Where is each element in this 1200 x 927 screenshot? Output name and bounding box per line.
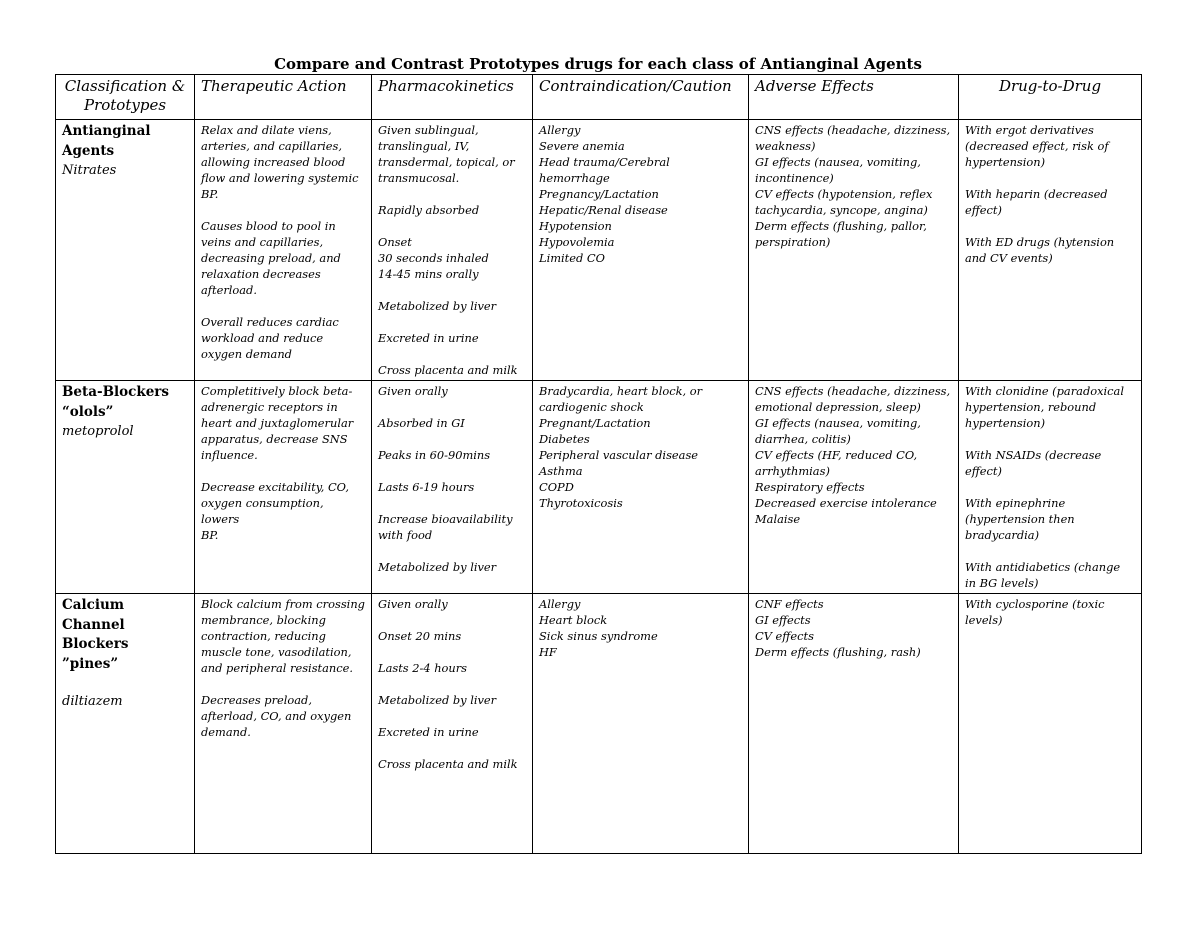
cell-text-line: HF (539, 645, 557, 659)
cell-text-line: Increase bioavailability (378, 512, 513, 526)
cell-text-line: 14-45 mins orally (378, 267, 479, 281)
cell-text-line: contraction, reducing (201, 629, 326, 643)
cell-text-line: With antidiabetics (change (965, 560, 1121, 574)
adverse-effects-cell (749, 594, 959, 854)
cell-text-line: decreasing preload, and (201, 251, 341, 265)
cell-text-line: Overall reduces cardiac (201, 315, 339, 329)
cell-text-line: Block calcium from crossing (201, 597, 365, 611)
cell-text-line: influence. (201, 448, 258, 462)
cell-text-line: relaxation decreases (201, 267, 321, 281)
cell-text-line: 30 seconds inhaled (378, 251, 489, 265)
cell-text-line: Decreases preload, (201, 693, 312, 707)
class-name-line: Channel (62, 616, 125, 633)
header-drug-to-drug: Drug-to-Drug (959, 75, 1142, 120)
cell-text-line: With epinephrine (965, 496, 1066, 510)
drug-to-drug-cell (959, 381, 1142, 594)
cell-text-line: Asthma (539, 464, 583, 478)
cell-text-line: With cyclosporine (toxic (965, 597, 1105, 611)
cell-text-line: Given orally (378, 597, 448, 611)
header-row (56, 75, 1142, 120)
pharmacokinetics-cell (372, 381, 533, 594)
cell-text-line: levels) (965, 613, 1003, 627)
cell-text-line: Peripheral vascular disease (539, 448, 699, 462)
cell-text-line: CV effects (hypotension, reflex (755, 187, 933, 201)
contraindication-cell (533, 120, 749, 381)
cell-text-line: apparatus, decrease SNS (201, 432, 348, 446)
cell-text-line: Malaise (755, 512, 801, 526)
cell-text-line: With ergot derivatives (965, 123, 1094, 137)
cell-text-line: oxygen demand (201, 347, 292, 361)
table-row (56, 381, 1142, 594)
contraindication-cell (533, 381, 749, 594)
cell-text-line: Allergy (539, 597, 581, 611)
cell-text-line: and CV events) (965, 251, 1053, 265)
cell-text-line: Head trauma/Cerebral (539, 155, 670, 169)
cell-text-line: Given orally (378, 384, 448, 398)
cell-text-line: Diabetes (539, 432, 590, 446)
drug-to-drug-cell (959, 594, 1142, 854)
header-contraindication: Contraindication/Caution (533, 75, 749, 120)
cell-text-line: Sick sinus syndrome (539, 629, 658, 643)
cell-text-line: (hypertension then (965, 512, 1075, 526)
table-row (56, 594, 1142, 854)
cell-text-line: Absorbed in GI (378, 416, 465, 430)
cell-text-line: arrhythmias) (755, 464, 830, 478)
header-adverse-effects: Adverse Effects (749, 75, 959, 120)
cell-text-line: CV effects (HF, reduced CO, (755, 448, 918, 462)
cell-text-line: Decrease excitability, CO, (201, 480, 349, 494)
cell-text-line: Lasts 6-19 hours (378, 480, 475, 494)
header-pharmacokinetics: Pharmacokinetics (372, 75, 533, 120)
cell-text-line: GI effects (nausea, vomiting, (755, 155, 921, 169)
cell-text-line: CV effects (755, 629, 814, 643)
cell-text-line: muscle tone, vasodilation, (201, 645, 352, 659)
cell-text-line: GI effects (nausea, vomiting, (755, 416, 921, 430)
cell-text-line: arteries, and capillaries, (201, 139, 342, 153)
cell-text-line: effect) (965, 464, 1002, 478)
cell-text-line: Limited CO (539, 251, 605, 265)
cell-text-line: Excreted in urine (378, 725, 479, 739)
cell-text-line: Peaks in 60-90mins (378, 448, 491, 462)
cell-text-line: transmucosal. (378, 171, 460, 185)
cell-text-line: hemorrhage (539, 171, 610, 185)
cell-text-line: CNF effects (755, 597, 824, 611)
prototype-drug: diltiazem (62, 694, 123, 709)
cell-text-line: Metabolized by liver (378, 560, 497, 574)
cell-text-line: translingual, IV, (378, 139, 470, 153)
cell-text-line: flow and lowering systemic (201, 171, 359, 185)
cell-text-line: membrance, blocking (201, 613, 326, 627)
cell-text-line: afterload. (201, 283, 257, 297)
class-name-line: Blockers (62, 636, 129, 652)
header-therapeutic-action: Therapeutic Action (195, 75, 372, 120)
cell-text-line: (decreased effect, risk of (965, 139, 1109, 153)
cell-text-line: allowing increased blood (201, 155, 346, 169)
cell-text-line: bradycardia) (965, 528, 1040, 542)
page-title: Compare and Contrast Prototypes drugs for each class of Antianginal Agents (274, 55, 922, 73)
cell-text-line: weakness) (755, 139, 816, 153)
cell-text-line: Cross placenta and milk (378, 363, 518, 377)
cell-text-line: With heparin (decreased (965, 187, 1108, 201)
cell-text-line: adrenergic receptors in (201, 400, 338, 414)
cell-text-line: CNS effects (headache, dizziness, (755, 384, 951, 398)
prototype-drug: Nitrates (62, 163, 117, 178)
cell-text-line: Decreased exercise intolerance (755, 496, 937, 510)
cell-text-line: Hypotension (539, 219, 612, 233)
cell-text-line: veins and capillaries, (201, 235, 324, 249)
therapeutic-cell (195, 381, 372, 594)
cell-text-line: BP. (201, 187, 219, 201)
cell-text-line: cardiogenic shock (539, 400, 644, 414)
cell-text-line: Metabolized by liver (378, 299, 497, 313)
cell-text-line: perspiration) (755, 235, 831, 249)
cell-text-line: Lasts 2-4 hours (378, 661, 468, 675)
adverse-effects-cell (749, 381, 959, 594)
cell-text-line: With NSAIDs (decrease (965, 448, 1102, 462)
cell-text-line: Onset (378, 235, 412, 249)
cell-text-line: Hepatic/Renal disease (539, 203, 668, 217)
contraindication-cell (533, 594, 749, 854)
class-name-line: “olols” (62, 403, 114, 420)
class-name-line: Antianginal (62, 123, 151, 139)
cell-text-line: COPD (539, 480, 574, 494)
cell-text-line: afterload, CO, and oxygen (201, 709, 352, 723)
cell-text-line: with food (378, 528, 433, 542)
cell-text-line: CNS effects (headache, dizziness, (755, 123, 951, 137)
class-name-line: ”pines” (62, 655, 119, 672)
cell-text-line: oxygen consumption, lowers (201, 496, 324, 526)
cell-text-line: Heart block (539, 613, 608, 627)
cell-text-line: Cross placenta and milk (378, 757, 518, 771)
cell-text-line: With clonidine (paradoxical (965, 384, 1124, 398)
class-name-line: Calcium (62, 597, 125, 613)
cell-text-line: Respiratory effects (755, 480, 865, 494)
therapeutic-cell (195, 120, 372, 381)
cell-text-line: Relax and dilate viens, (201, 123, 332, 137)
header-classification: Classification & Prototypes (56, 75, 195, 120)
cell-text-line: hypertension) (965, 155, 1046, 169)
cell-text-line: Thyrotoxicosis (539, 496, 623, 510)
cell-text-line: Metabolized by liver (378, 693, 497, 707)
cell-text-line: hypertension, rebound (965, 400, 1097, 414)
classification-cell (56, 594, 195, 854)
cell-text-line: Pregnancy/Lactation (539, 187, 659, 201)
cell-text-line: Pregnant/Lactation (539, 416, 651, 430)
cell-text-line: Allergy (539, 123, 581, 137)
classification-cell (56, 381, 195, 594)
cell-text-line: Excreted in urine (378, 331, 479, 345)
cell-text-line: With ED drugs (hytension (965, 235, 1115, 249)
classification-cell (56, 120, 195, 381)
comparison-table (55, 74, 1142, 854)
cell-text-line: BP. (201, 528, 219, 542)
cell-text-line: hypertension) (965, 416, 1046, 430)
cell-text-line: Bradycardia, heart block, or (539, 384, 703, 398)
cell-text-line: effect) (965, 203, 1002, 217)
cell-text-line: diarrhea, colitis) (755, 432, 851, 446)
cell-text-line: and peripheral resistance. (201, 661, 353, 675)
cell-text-line: emotional depression, sleep) (755, 400, 921, 414)
class-name-line: Beta-Blockers (62, 384, 170, 400)
cell-text-line: heart and juxtaglomerular (201, 416, 354, 430)
cell-text-line: Severe anemia (539, 139, 625, 153)
cell-text-line: Completitively block beta- (201, 384, 353, 398)
cell-text-line: workload and reduce (201, 331, 324, 345)
cell-text-line: demand. (201, 725, 251, 739)
therapeutic-cell (195, 594, 372, 854)
pharmacokinetics-cell (372, 120, 533, 381)
cell-text-line: Rapidly absorbed (378, 203, 480, 217)
cell-text-line: in BG levels) (965, 576, 1039, 590)
cell-text-line: transdermal, topical, or (378, 155, 515, 169)
class-name-line: Agents (62, 142, 115, 159)
prototype-drug: metoprolol (62, 424, 134, 439)
adverse-effects-cell (749, 120, 959, 381)
cell-text-line: GI effects (755, 613, 811, 627)
cell-text-line: Onset 20 mins (378, 629, 462, 643)
pharmacokinetics-cell (372, 594, 533, 854)
table-row (56, 120, 1142, 381)
cell-text-line: Hypovolemia (539, 235, 615, 249)
cell-text-line: Derm effects (flushing, pallor, (755, 219, 927, 233)
cell-text-line: incontinence) (755, 171, 834, 185)
cell-text-line: tachycardia, syncope, angina) (755, 203, 928, 217)
cell-text-line: Derm effects (flushing, rash) (755, 645, 921, 659)
cell-text-line: Causes blood to pool in (201, 219, 336, 233)
drug-to-drug-cell (959, 120, 1142, 381)
cell-text-line: Given sublingual, (378, 123, 479, 137)
